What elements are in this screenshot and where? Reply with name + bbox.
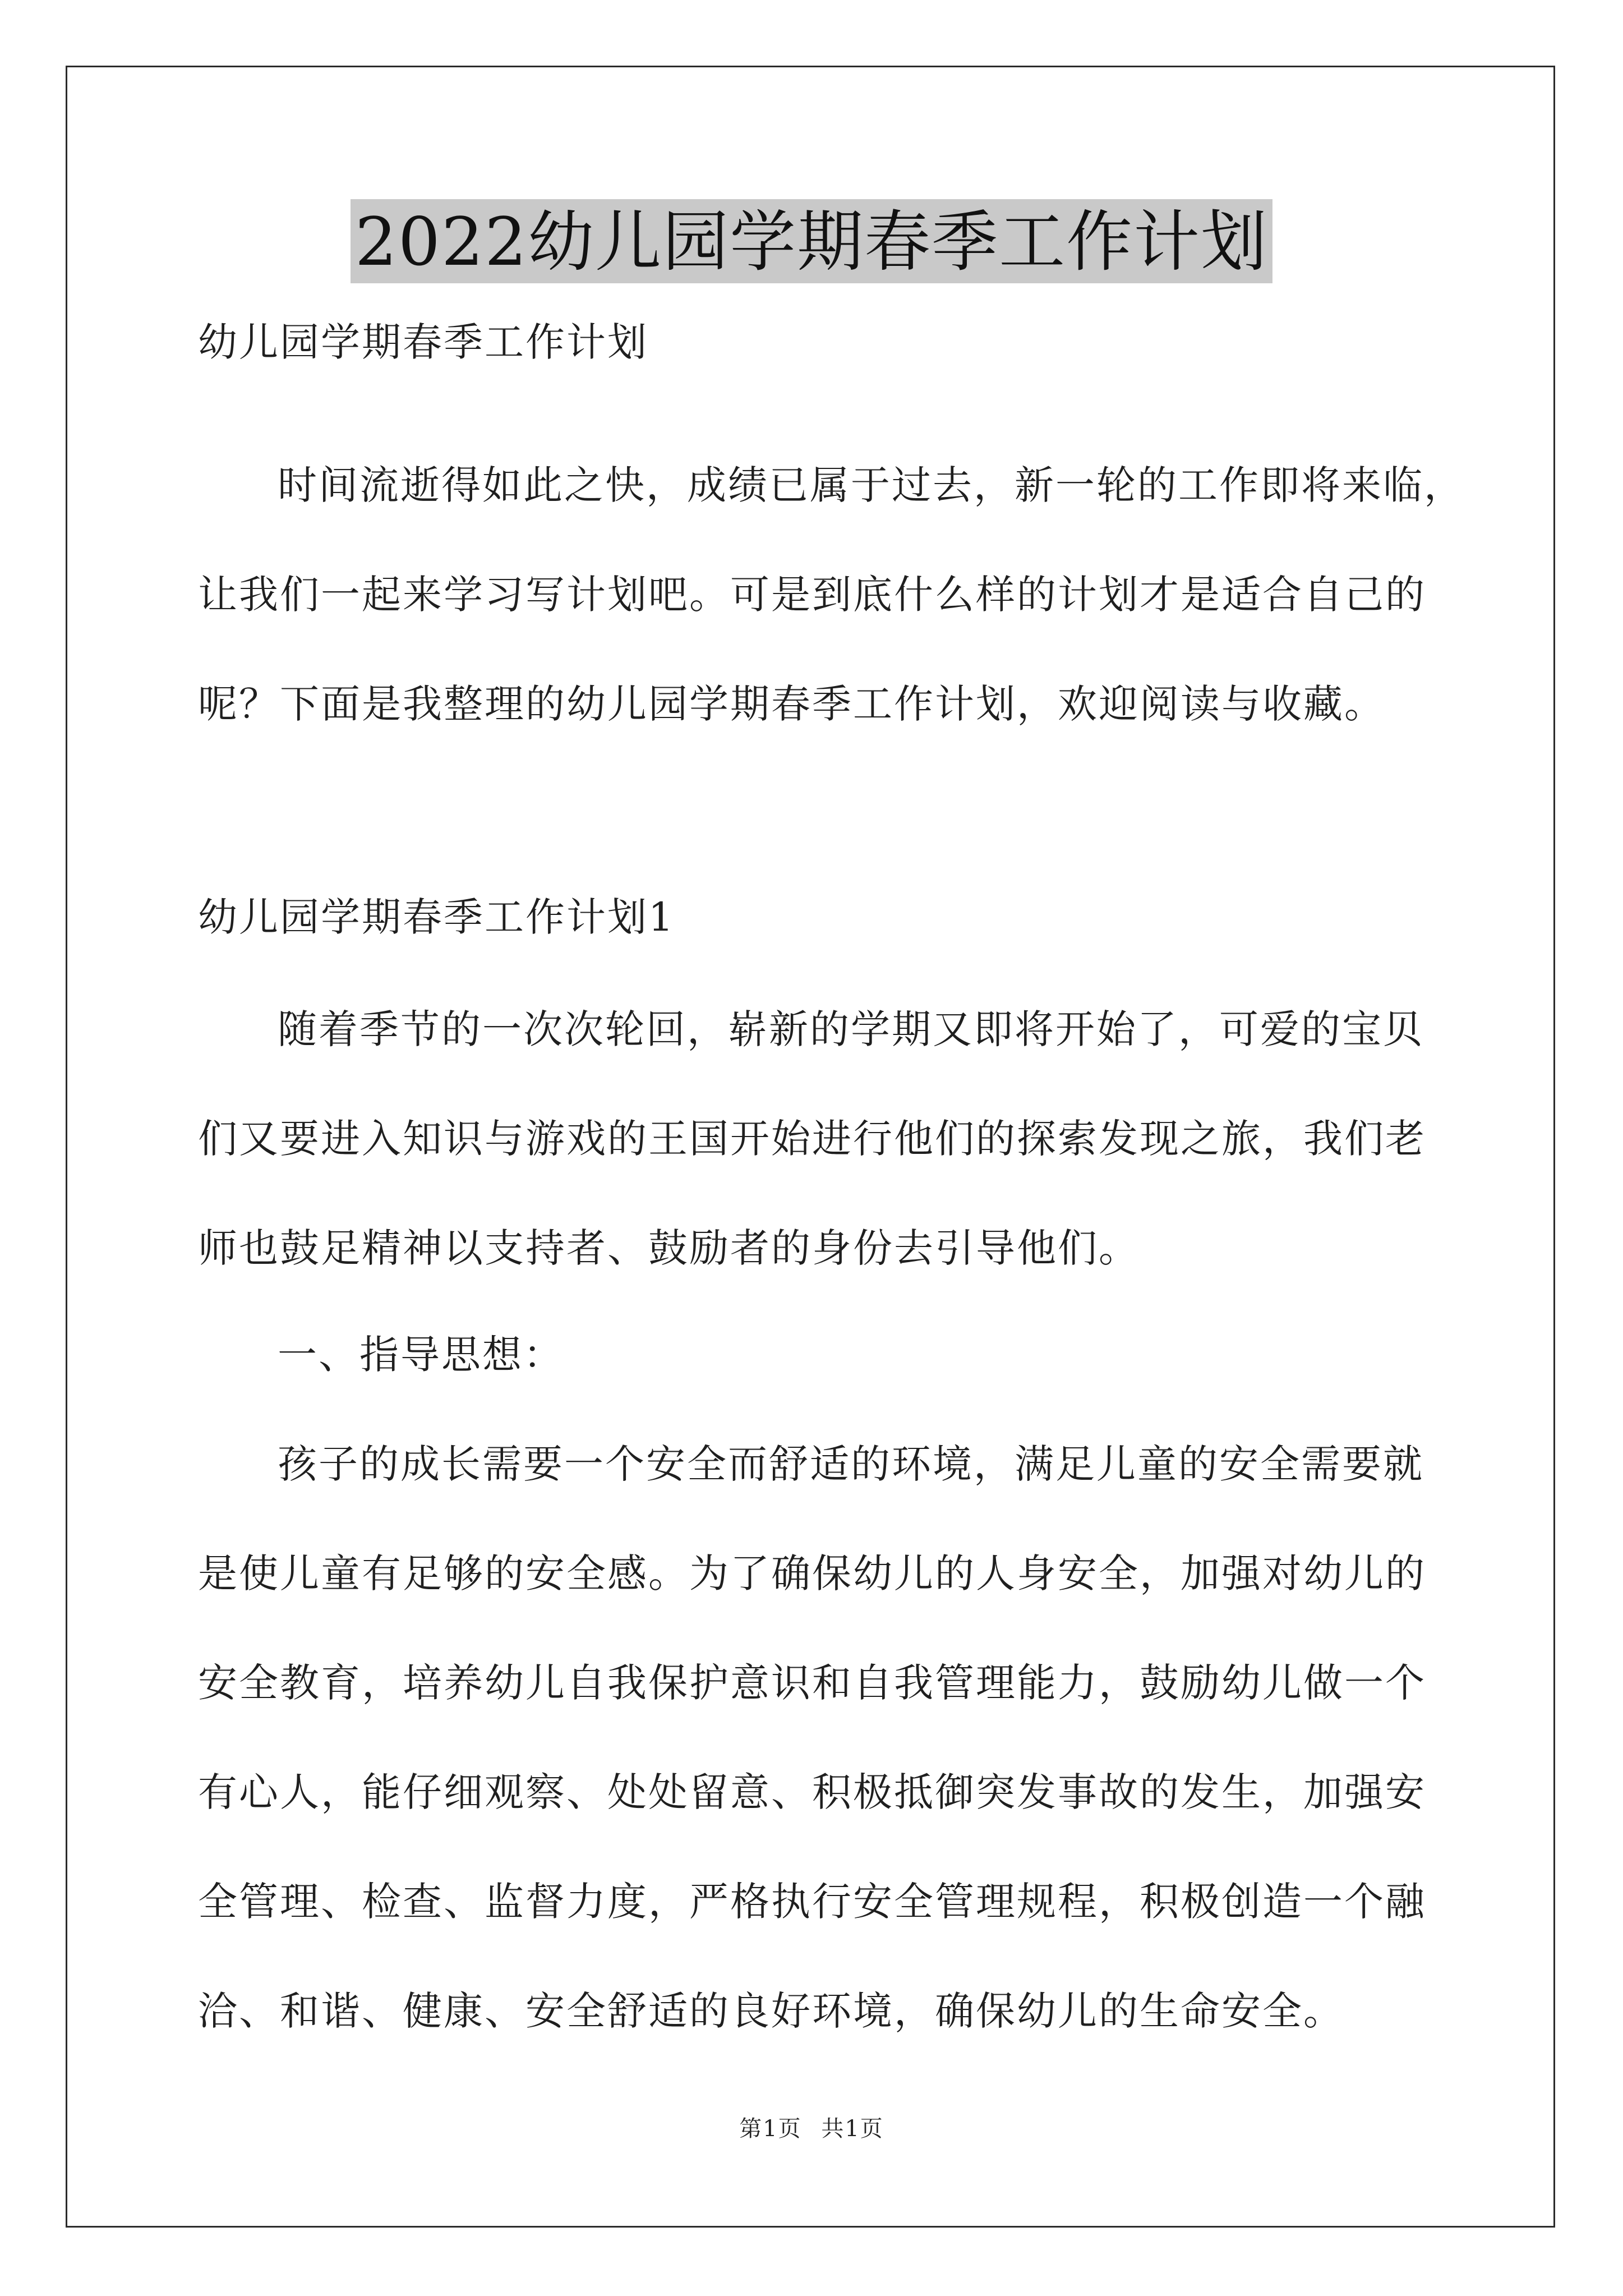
page-total: 共1页: [821, 2116, 884, 2142]
page-footer: [0, 2115, 1623, 2143]
paragraph-line: 有心人，能仔细观察、处处留意、积极抵御突发事故的发生，加强安: [198, 1769, 1426, 1815]
paragraph-line: 们又要进入知识与游戏的王国开始进行他们的探索发现之旅，我们老: [198, 1116, 1426, 1162]
paragraph-line: 全管理、检查、监督力度，严格执行安全管理规程，积极创造一个融: [198, 1879, 1426, 1925]
paragraph-line: 师也鼓足精神以支持者、鼓励者的身份去引导他们。: [198, 1225, 1140, 1271]
document-title: 2022幼儿园学期春季工作计划: [351, 199, 1272, 283]
paragraph-line: 孩子的成长需要一个安全而舒适的环境，满足儿童的安全需要就: [278, 1441, 1424, 1487]
paragraph-line: 让我们一起来学习写计划吧。可是到底什么样的计划才是适合自己的: [198, 572, 1426, 618]
title-container: [0, 199, 1623, 283]
subtitle-line: 幼儿园学期春季工作计划: [198, 319, 648, 365]
paragraph-line: 随着季节的一次次轮回，崭新的学期又即将开始了，可爱的宝贝: [278, 1006, 1424, 1052]
page-number: 第1页: [739, 2116, 802, 2142]
subsection-heading: 一、指导思想：: [278, 1332, 564, 1378]
paragraph-line: 安全教育，培养幼儿自我保护意识和自我管理能力，鼓励幼儿做一个: [198, 1660, 1426, 1706]
paragraph-line: 呢？下面是我整理的幼儿园学期春季工作计划，欢迎阅读与收藏。: [198, 681, 1385, 727]
paragraph-line: 是使儿童有足够的安全感。为了确保幼儿的人身安全，加强对幼儿的: [198, 1550, 1426, 1596]
paragraph-line: 洽、和谐、健康、安全舒适的良好环境，确保幼儿的生命安全。: [198, 1988, 1344, 2034]
paragraph-line: 时间流逝得如此之快，成绩已属于过去，新一轮的工作即将来临，: [278, 462, 1465, 508]
section-heading: 幼儿园学期春季工作计划1: [198, 894, 675, 940]
